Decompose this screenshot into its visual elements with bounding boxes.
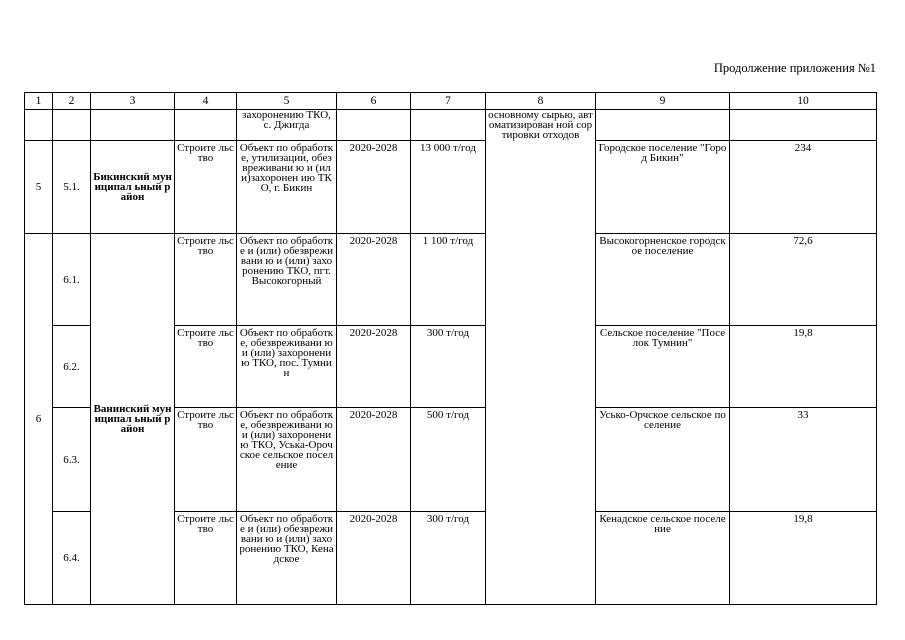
cell-value: 19,8 [730,512,877,605]
cell-num: 5 [25,141,53,234]
cell-period: 2020-2028 [337,141,411,234]
cell-type: Строите льство [175,512,237,605]
header-cell: 4 [175,93,237,110]
cell-sub: 6.1. [53,234,91,326]
cell-capacity: 1 100 т/год [411,234,486,326]
header-cell: 2 [53,93,91,110]
cell-object: Объект по обработке и (или) обезвреживани ю и (или) захоронению ТКО, Кенадское [237,512,337,605]
cell-sub: 6.3. [53,408,91,512]
table-row [25,234,877,326]
header-cell: 10 [730,93,877,110]
appendix-table [24,92,877,605]
cell-type: Строите льство [175,408,237,512]
cell-settlement: Усько-Орчское сельское поселение [596,408,730,512]
cell-capacity: 300 т/год [411,326,486,408]
cell-sub: 5.1. [53,141,91,234]
cell-settlement [596,110,730,141]
cell-capacity: 300 т/год [411,512,486,605]
cell-type: Строите льство [175,326,237,408]
cell-period: 2020-2028 [337,408,411,512]
cell-object: Объект по обработке, утилизации, обезвреживани ю и (или)захоронен ию ТКО, г. Бикин [237,141,337,234]
cell-sub: 6.4. [53,512,91,605]
cell-value: 33 [730,408,877,512]
cell-capacity [411,110,486,141]
header-row [25,93,877,110]
cell-settlement: Сельское поселение "Поселок Тумнин" [596,326,730,408]
cell-object: Объект по обработке и (или) обезвреживани ю и (или) захоронению ТКО, пгт. Высокогорный [237,234,337,326]
cell-period: 2020-2028 [337,234,411,326]
header-cell: 3 [91,93,175,110]
cell-period [337,110,411,141]
cell-settlement: Городское поселение "Город Бикин" [596,141,730,234]
header-cell: 9 [596,93,730,110]
header-cell: 8 [486,93,596,110]
cell-settlement: Кенадское сельское поселение [596,512,730,605]
cell-type: Строите льство [175,141,237,234]
cell-district: Бикинский муниципал ьный район [91,141,175,234]
table-row [25,141,877,234]
header-cell: 5 [237,93,337,110]
cell-sub [53,110,91,141]
cell-period: 2020-2028 [337,512,411,605]
cell-value [730,110,877,141]
cell-period: 2020-2028 [337,326,411,408]
header-cell: 6 [337,93,411,110]
cell-value: 234 [730,141,877,234]
cell-type: Строите льство [175,234,237,326]
cell-capacity: 13 000 т/год [411,141,486,234]
cell-sub: 6.2. [53,326,91,408]
cell-object: захоронению ТКО, с. Джигда [237,110,337,141]
cell-value: 72,6 [730,234,877,326]
cell-num: 6 [25,234,53,605]
header-cell: 7 [411,93,486,110]
cell-object: Объект по обработке, обезвреживани ю и (или) захоронению ТКО, Уська-Орочское сельское поселение [237,408,337,512]
cell-num [25,110,53,141]
cell-settlement: Высокогорненское городское поселение [596,234,730,326]
cell-type [175,110,237,141]
continuation-row [25,110,877,141]
appendix-caption: Продолжение приложения №1 [713,61,876,75]
header-cell: 1 [25,93,53,110]
cell-object: Объект по обработке, обезвреживани ю и (или) захоронению ТКО, пос. Тумнин [237,326,337,408]
cell-capacity: 500 т/год [411,408,486,512]
cell-district [91,110,175,141]
cell-district: Ванинский муниципал ьный район [91,234,175,605]
cell-value: 19,8 [730,326,877,408]
cell-technology: основному сырью, автоматизирован ной сортировки отходов [486,110,596,605]
